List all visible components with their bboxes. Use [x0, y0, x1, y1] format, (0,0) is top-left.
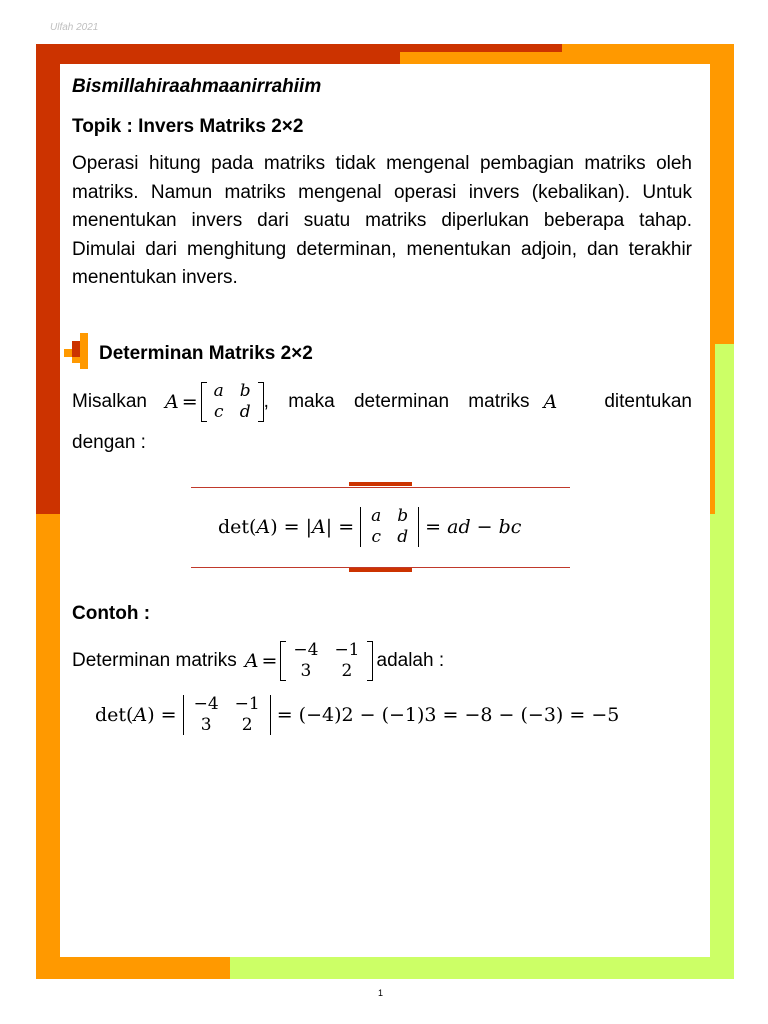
misalkan-suffix: , maka determinan matriks — [263, 391, 530, 412]
matrix-cell: c — [213, 402, 224, 422]
topic-heading: Topik : Invers Matriks 2×2 — [72, 116, 304, 137]
matrix-cell: 2 — [341, 661, 353, 681]
example-det-close: ) = — [147, 704, 177, 726]
example-suffix: adalah : — [376, 650, 445, 671]
matrix-cell: −4 — [293, 640, 319, 660]
example-text: Determinan matriks — [72, 650, 237, 671]
determinant-example — [181, 694, 273, 736]
matrix-cell: 2 — [241, 715, 253, 735]
page-number: 1 — [378, 988, 384, 998]
matrix-cell: 3 — [200, 715, 212, 735]
dengan-text: dengan : — [72, 432, 146, 453]
matrix-cell: a — [371, 506, 382, 526]
formula-tab-bottom — [349, 568, 412, 572]
page-header: Ulfah 2021 — [50, 22, 99, 33]
example-line — [72, 640, 444, 682]
section-title: Determinan Matriks 2×2 — [99, 343, 313, 364]
matrix-cell: −4 — [193, 694, 219, 714]
matrix-cell: 3 — [300, 661, 312, 681]
example-determinant — [95, 694, 619, 736]
misalkan-text: Misalkan — [72, 391, 147, 412]
misalkan-tail: ditentukan — [604, 391, 692, 412]
pixel-icon — [62, 333, 94, 369]
misalkan-line — [72, 381, 692, 423]
matrix-cell: b — [397, 506, 409, 526]
bismillah-heading: Bismillahiraahmaanirrahiim — [72, 76, 322, 97]
var-a: A — [312, 516, 326, 538]
matrix-generic — [201, 381, 264, 423]
matrix-cell: −1 — [334, 640, 360, 660]
var-a: A — [256, 516, 271, 538]
formula-det: det( — [218, 516, 257, 538]
matrix-cell: d — [397, 527, 409, 547]
matrix-cell: d — [239, 402, 251, 422]
formula-tab-top — [349, 482, 412, 486]
formula-mid: ) = | — [270, 516, 313, 538]
var-a: A — [543, 391, 558, 413]
determinant-generic — [358, 506, 421, 548]
matrix-cell: −1 — [234, 694, 260, 714]
equals-sign: = — [261, 650, 278, 672]
contoh-heading: Contoh : — [72, 603, 151, 624]
formula-rule-top — [191, 487, 570, 488]
equals-sign: = — [181, 391, 198, 413]
matrix-example — [280, 640, 372, 682]
intro-paragraph: Operasi hitung pada matriks tidak mengenal pembagian matriks oleh matriks. Namun matriks mengenal operasi invers (kebalikan). Untuk menentukan invers dari suatu matriks diperlukan beberapa tahap. Dimulai dari menghitung determinan, menentukan adjoin, dan terakhir menentukan invers. — [72, 153, 692, 288]
formula-rhs: = ad − bc — [425, 516, 522, 538]
var-a: A — [164, 391, 179, 413]
var-a: A — [133, 704, 148, 726]
matrix-cell: c — [371, 527, 381, 547]
matrix-cell: a — [213, 381, 224, 401]
example-det: det( — [95, 704, 134, 726]
example-result: = (−4)2 − (−1)3 = −8 − (−3) = −5 — [276, 704, 620, 726]
var-a: A — [244, 650, 259, 672]
determinant-formula — [218, 506, 521, 548]
matrix-cell: b — [239, 381, 251, 401]
formula-eq: | = — [325, 516, 355, 538]
